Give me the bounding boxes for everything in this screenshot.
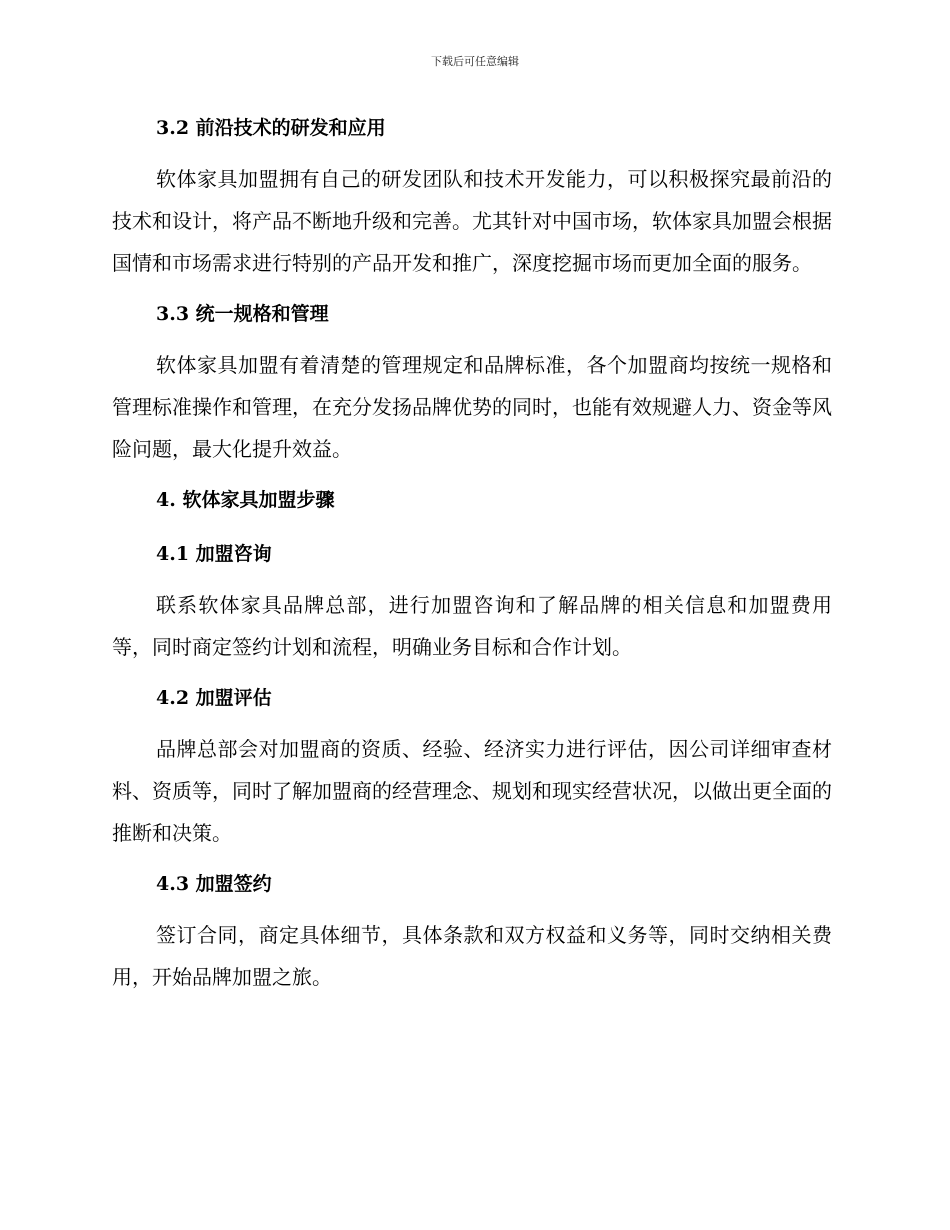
section-paragraph-4-1: 联系软体家具品牌总部，进行加盟咨询和了解品牌的相关信息和加盟费用等，同时商定签约计划和流程，明确业务目标和合作计划。	[112, 593, 832, 659]
page-header: 下载后可任意编辑	[431, 55, 519, 68]
section-paragraph-3-2: 软体家具加盟拥有自己的研发团队和技术开发能力，可以积极探究最前沿的技术和设计，将产品不断地升级和完善。尤其针对中国市场，软体家具加盟会根据国情和市场需求进行特别的产品开发和推广，深度挖掘市场而更加全面的服务。	[112, 167, 832, 275]
document-body	[112, 108, 832, 998]
section-heading-4-1: 4.1 加盟咨询	[156, 543, 272, 565]
section-paragraph-3-3: 软体家具加盟有着清楚的管理规定和品牌标准，各个加盟商均按统一规格和管理标准操作和管理，在充分发扬品牌优势的同时，也能有效规避人力、资金等风险问题，最大化提升效益。	[112, 353, 832, 461]
section-heading-4: 4. 软体家具加盟步骤	[156, 489, 335, 511]
section-paragraph-4-3: 签订合同，商定具体细节，具体条款和双方权益和义务等，同时交纳相关费用，开始品牌加盟之旅。	[112, 923, 832, 989]
section-paragraph-4-2: 品牌总部会对加盟商的资质、经验、经济实力进行评估，因公司详细审查材料、资质等，同时了解加盟商的经营理念、规划和现实经营状况，以做出更全面的推断和决策。	[112, 737, 832, 845]
section-heading-3-3: 3.3 统一规格和管理	[156, 303, 329, 325]
section-heading-4-2: 4.2 加盟评估	[156, 687, 272, 709]
section-heading-4-3: 4.3 加盟签约	[156, 873, 272, 895]
section-heading-3-2: 3.2 前沿技术的研发和应用	[156, 117, 386, 139]
